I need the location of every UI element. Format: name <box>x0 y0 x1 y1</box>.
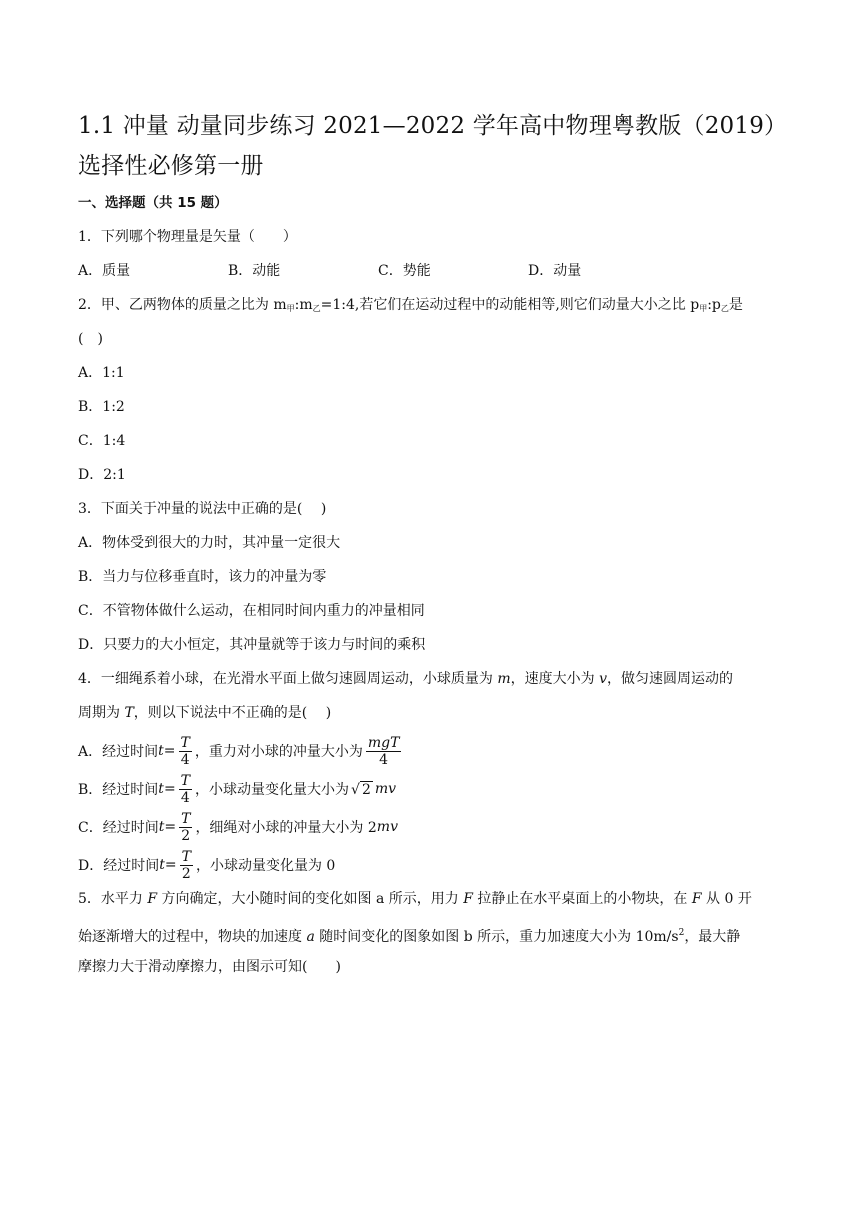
option-b: B．1:2 <box>78 399 125 415</box>
option-d: D．只要力的大小恒定，其冲量就等于该力与时间的乘积 <box>78 637 426 653</box>
question-3-stem: 3．下面关于冲量的说法中正确的是( ) <box>78 501 327 517</box>
question-2-stem: 2．甲、乙两物体的质量之比为 $m_甲:m_乙=1:4$,若它们在运动过程中的动能相等,则它们动量大小之比 $p_甲:p_乙$是 <box>78 297 743 313</box>
document-page <box>78 106 783 986</box>
question-2-stem-tail: ( ) <box>78 331 103 347</box>
option-c: C．势能 <box>378 263 431 279</box>
option-d: D．经过时间 t = $\frac{T}{2}$ ，小球动量变化量为 0 <box>78 848 336 882</box>
fraction: $\frac{\text{mgT}}{4}$ <box>367 734 400 768</box>
option-d: D．2:1 <box>78 467 126 483</box>
option-b: B．当力与位移垂直时，该力的冲量为零 <box>78 569 327 585</box>
fraction: $\frac{T}{4}$ <box>180 734 190 768</box>
option-a: A．质量 <box>78 263 131 279</box>
fraction: $\frac{T}{2}$ <box>181 848 191 882</box>
question-1-stem: 1．下列哪个物理量是矢量（ ） <box>78 229 297 245</box>
fraction: $\frac{T}{4}$ <box>180 772 191 806</box>
question-5-stem-line-2: 始逐渐增大的过程中，物块的加速度 a 随时间变化的图象如图 b 所示，重力加速度大小为 $10m/s^2$，最大静 <box>78 928 741 945</box>
option-d: D．动量 <box>528 263 582 279</box>
fraction: $\frac{T}{2}$ <box>181 810 191 844</box>
option-a: A．经过时间 t = $\frac{T}{4}$ ，重力对小球的冲量大小为 $\frac{\text{mgT}}{4}$ <box>78 734 400 768</box>
question-5-stem-line-1: 5．水平力 F 方向确定，大小随时间的变化如图 a 所示，用力 F 拉静止在水平桌面上的小物块，在 F 从 0 开 <box>78 891 752 907</box>
option-a: A．物体受到很大的力时，其冲量一定很大 <box>78 535 341 551</box>
question-4-stem-line-1: 4．一细绳系着小球，在光滑水平面上做匀速圆周运动，小球质量为 m，速度大小为 v，做匀速圆周运动的 <box>78 671 734 687</box>
square-root: √ 2 <box>351 781 371 798</box>
option-b: B．动能 <box>228 263 281 279</box>
option-b: B．经过时间 t = $\frac{T}{4}$ ，小球动量变化量大小为 √ 2 mv <box>78 772 397 806</box>
section-heading: 一、选择题（共 15 题） <box>78 195 228 211</box>
question-1-options <box>78 256 783 290</box>
document-title: 1.1 冲量 动量同步练习 2021—2022 学年高中物理粤教版（2019）选择性必修第一册 <box>78 113 776 179</box>
question-5-stem-line-3: 摩擦力大于滑动摩擦力，由图示可知( ) <box>78 959 341 975</box>
option-a: A．1:1 <box>78 365 125 381</box>
question-4-stem-line-2: 周期为 T，则以下说法中不正确的是( ) <box>78 705 332 721</box>
option-c: C．经过时间 t = $\frac{T}{2}$ ，细绳对小球的冲量大小为 2 mv <box>78 810 398 844</box>
option-c: C．不管物体做什么运动，在相同时间内重力的冲量相同 <box>78 603 425 619</box>
option-c: C．1:4 <box>78 433 126 449</box>
